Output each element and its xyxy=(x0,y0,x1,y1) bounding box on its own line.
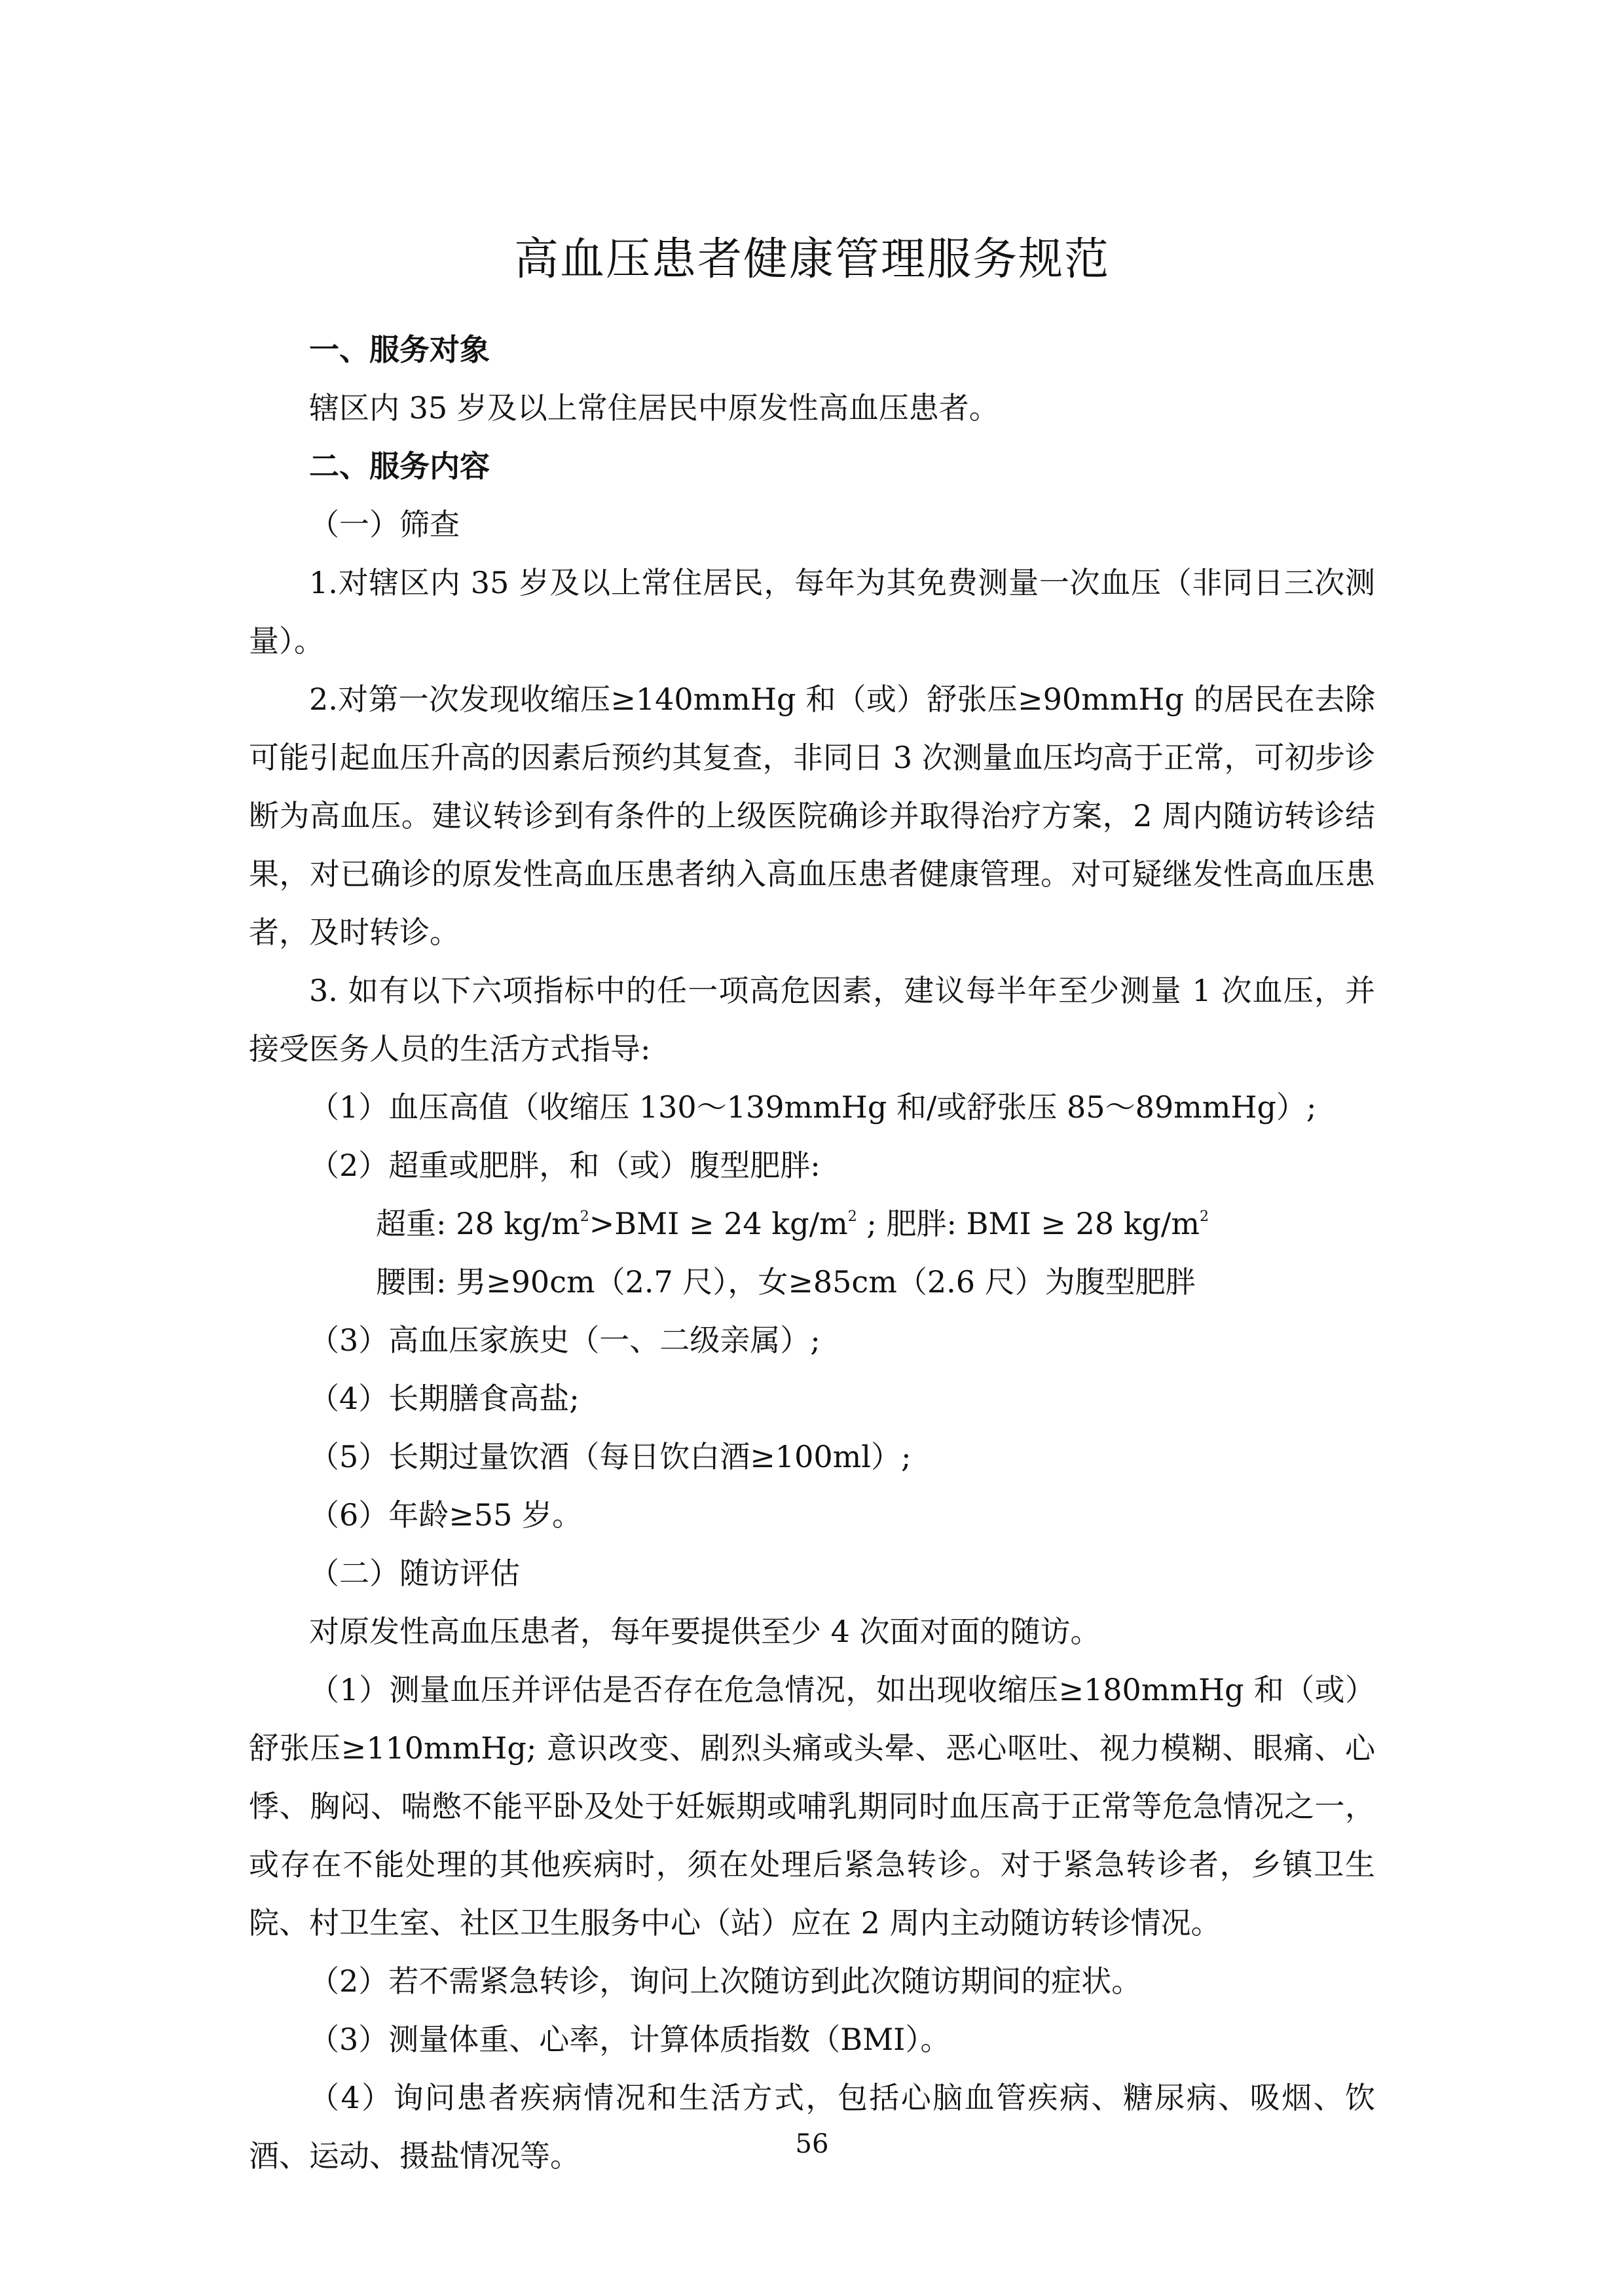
risk-factor-5: （5）长期过量饮酒（每日饮白酒≥100ml）; xyxy=(309,1439,912,1474)
paragraph-screening-item-1: 1.对辖区内 35 岁及以上常住居民，每年为其免费测量一次血压（非同日三次测量）。 xyxy=(249,565,1375,659)
risk-factor-1: （1）血压高值（收缩压 130～139mmHg 和/或舒张压 85～89mmHg）; xyxy=(309,1089,1317,1125)
page-title: 高血压患者健康管理服务规范 xyxy=(513,234,1110,285)
section-heading-service-content: 二、服务内容 xyxy=(309,448,490,484)
paragraph-followup-intro: 对原发性高血压患者，每年要提供至少 4 次面对面的随访。 xyxy=(309,1614,1101,1649)
risk-factor-2: （2）超重或肥胖，和（或）腹型肥胖: xyxy=(309,1148,821,1183)
paragraph-followup-2: （2）若不需紧急转诊，询问上次随访到此次随访期间的症状。 xyxy=(309,1963,1142,1999)
risk-factor-6: （6）年龄≥55 岁。 xyxy=(309,1497,582,1533)
risk-factor-2-waist-line: 腰围: 男≥90cm（2.7 尺），女≥85cm（2.6 尺）为腹型肥胖 xyxy=(376,1264,1196,1300)
paragraph-followup-1: （1）测量血压并评估是否存在危急情况，如出现收缩压≥180mmHg 和（或）舒张压≥110mmHg; 意识改变、剧烈头痛或头晕、恶心呕吐、视力模糊、眼痛、心悸、胸闷、喘憋不能平卧及处于妊娠期或哺乳期同时血压高于正常等危急情况之一，或存在不能处理的其他疾病时，须在处理后紧急转诊。对于紧急转诊者，乡镇卫生院、村卫生室、社区卫生服务中心（站）应在 2 周内主动随访转诊情况。 xyxy=(249,1672,1375,1941)
subsection-heading-screening: （一）筛查 xyxy=(309,507,460,542)
risk-factor-4: （4）长期膳食高盐; xyxy=(309,1381,580,1416)
risk-factor-3: （3）高血压家族史（一、二级亲属）; xyxy=(309,1322,821,1358)
paragraph-followup-4: （4）询问患者疾病情况和生活方式，包括心脑血管疾病、糖尿病、吸烟、饮酒、运动、摄盐情况等。 xyxy=(249,2080,1375,2174)
overweight-text-b: >BMI ≥ 24 kg/m xyxy=(589,1206,848,1241)
paragraph-followup-3: （3）测量体重、心率，计算体质指数（BMI）。 xyxy=(309,2022,951,2057)
paragraph-screening-item-3: 3. 如有以下六项指标中的任一项高危因素，建议每半年至少测量 1 次血压，并接受医务人员的生活方式指导: xyxy=(249,973,1375,1066)
document-body xyxy=(249,321,1375,2185)
superscript-2-b: 2 xyxy=(847,1209,857,1225)
paragraph-screening-item-2: 2.对第一次发现收缩压≥140mmHg 和（或）舒张压≥90mmHg 的居民在去除可能引起血压升高的因素后预约其复查，非同日 3 次测量血压均高于正常，可初步诊断为高血压。建议转诊到有条件的上级医院确诊并取得治疗方案，2 周内随访转诊结果，对已确诊的原发性高血压患者纳入高血压患者健康管理。对可疑继发性高血压患者，及时转诊。 xyxy=(249,682,1375,950)
superscript-2-a: 2 xyxy=(580,1209,589,1225)
risk-factor-2-overweight-line xyxy=(249,1195,1375,1253)
overweight-text-a: 超重: 28 kg/m xyxy=(376,1206,580,1241)
page-number: 56 xyxy=(795,2129,829,2159)
subsection-heading-followup: （二）随访评估 xyxy=(309,1556,520,1591)
paragraph-service-target: 辖区内 35 岁及以上常住居民中原发性高血压患者。 xyxy=(309,390,999,426)
superscript-2-c: 2 xyxy=(1200,1209,1209,1225)
section-heading-service-target: 一、服务对象 xyxy=(309,332,490,367)
overweight-text-c: ; 肥胖: BMI ≥ 28 kg/m xyxy=(857,1206,1200,1241)
